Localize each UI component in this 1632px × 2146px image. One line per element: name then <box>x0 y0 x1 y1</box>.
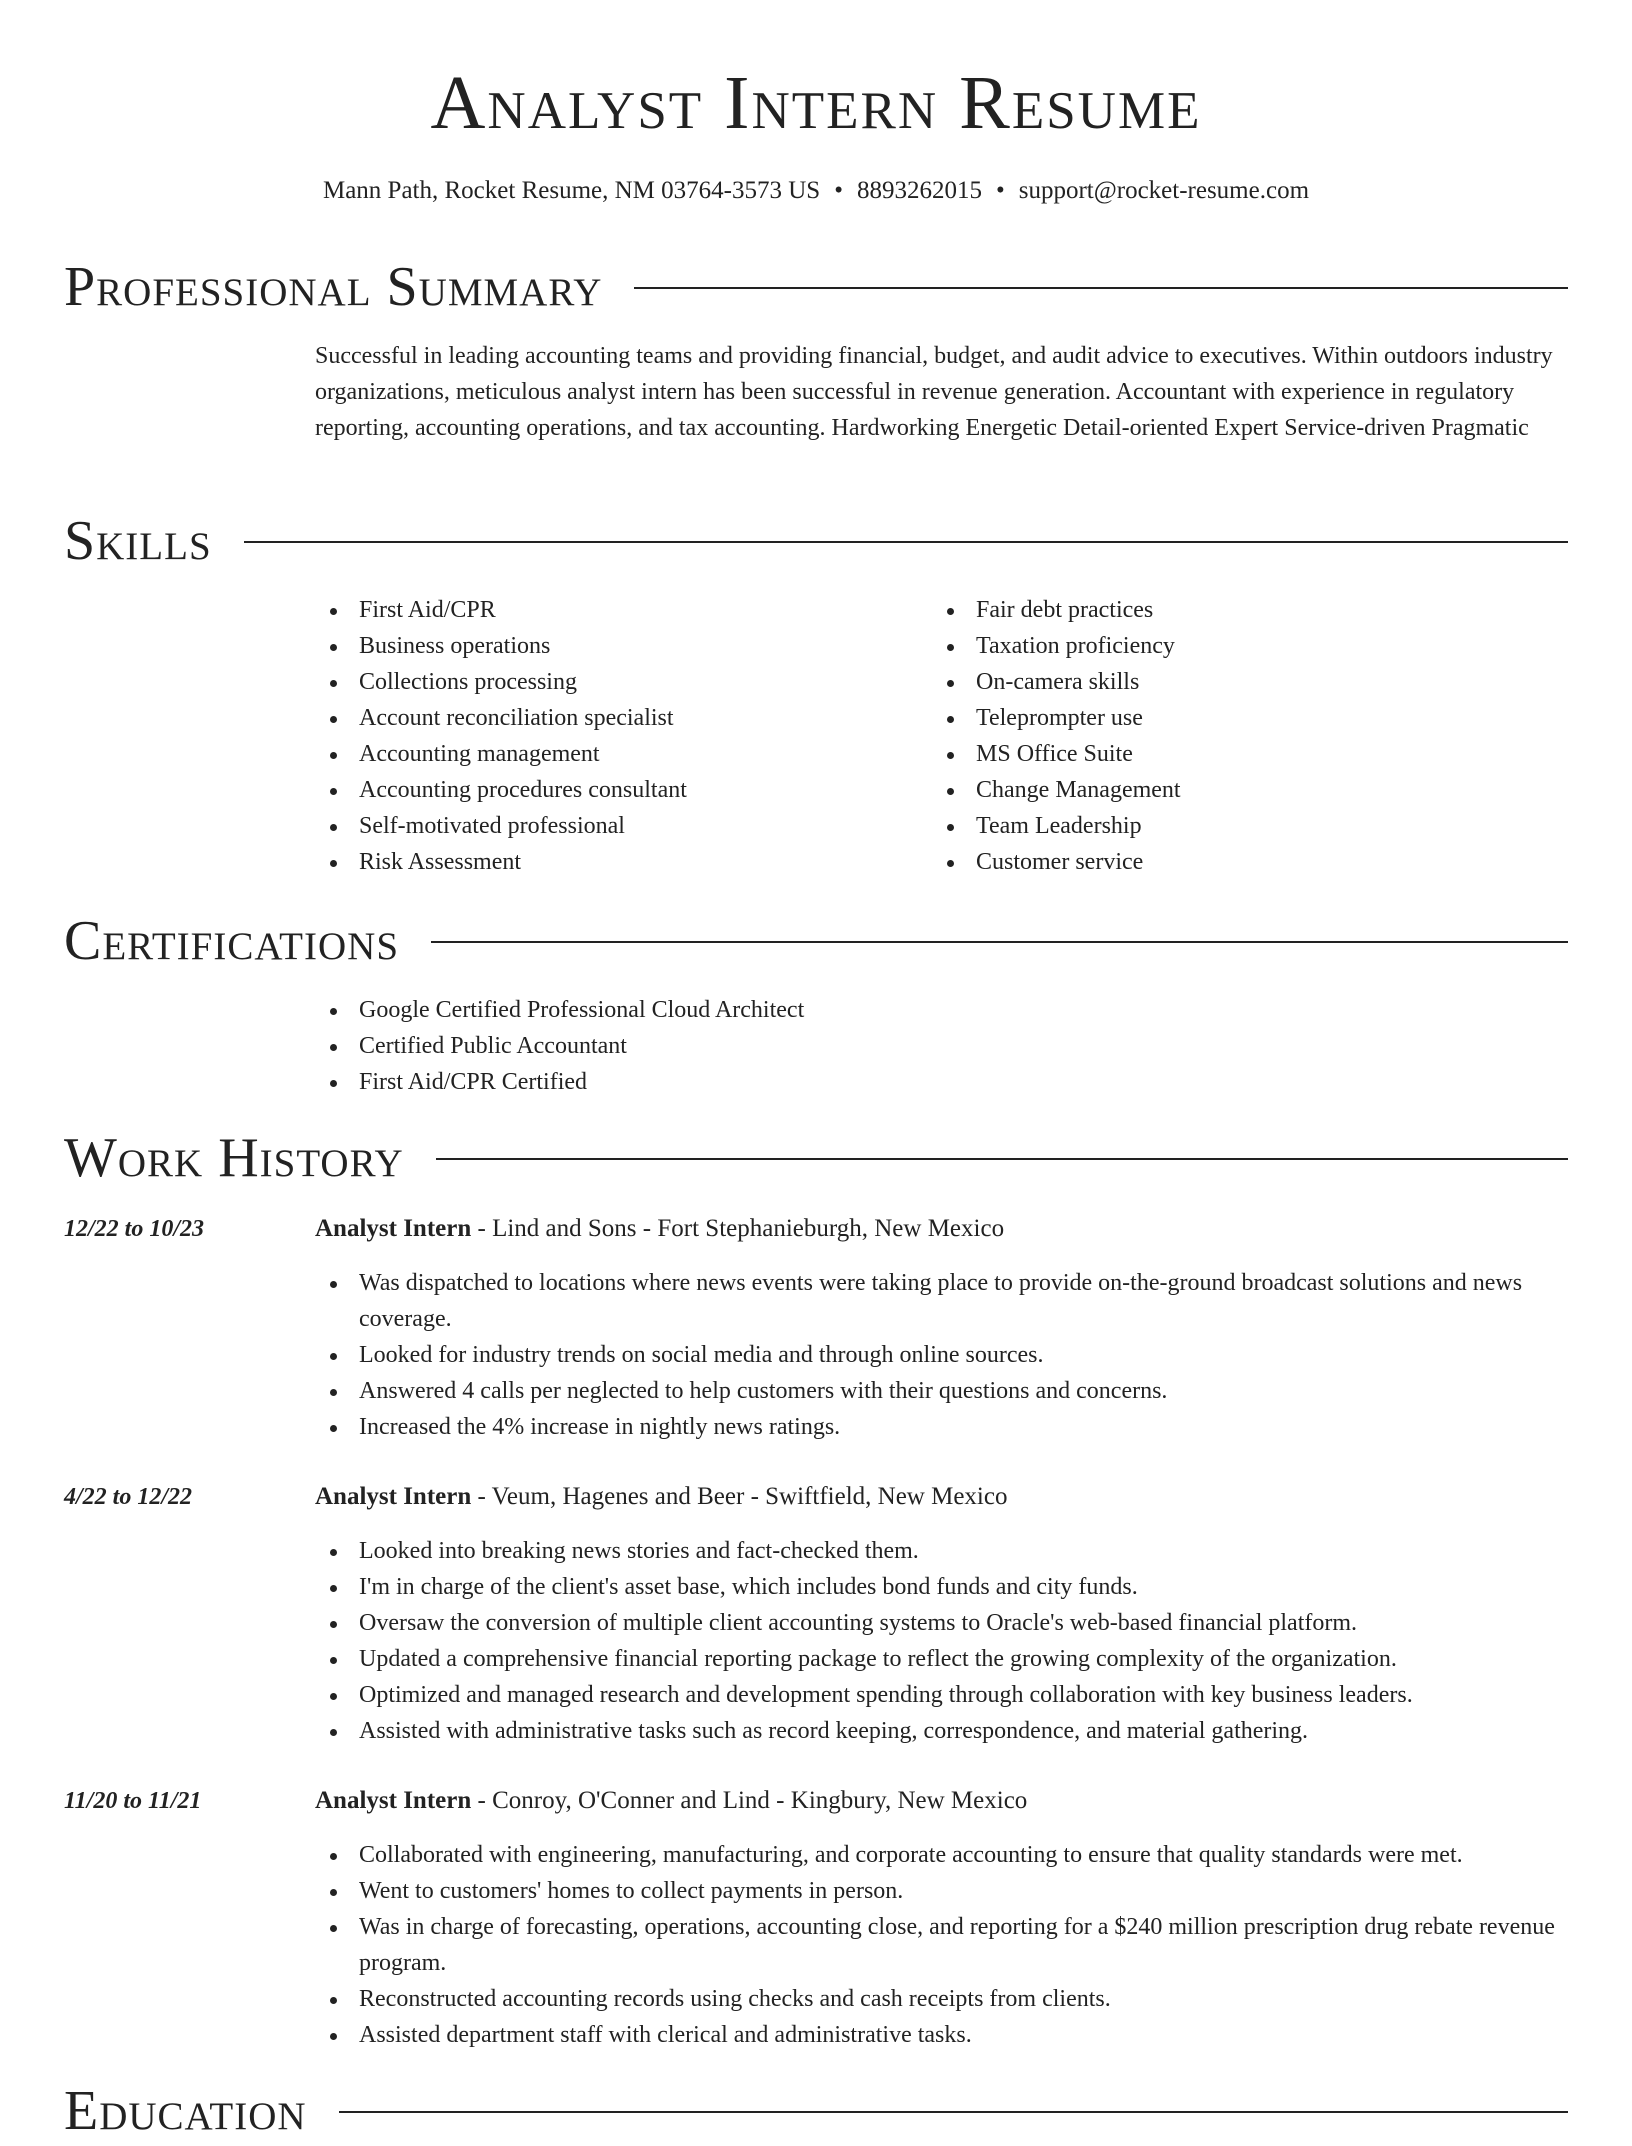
job-bullet: Was dispatched to locations where news events were taking place to provide on-the-ground broadcast solutions and news coverage. <box>315 1265 1568 1337</box>
job-dates: 4/22 to 12/22 <box>64 1484 193 1510</box>
skill-item: Customer service <box>932 844 1552 880</box>
skill-item: Business operations <box>315 628 915 664</box>
job-employer: - Conroy, O'Conner and Lind - Kingbury, New Mexico <box>471 1787 1028 1814</box>
skill-item: Accounting procedures consultant <box>315 772 915 808</box>
section-header-summary <box>64 252 1568 322</box>
section-header-education <box>64 2076 1568 2146</box>
section-header-certifications <box>64 906 1568 976</box>
job-bullets <box>315 1533 1568 1749</box>
contact-address: Mann Path, Rocket Resume, NM 03764-3573 US <box>322 177 821 204</box>
section-divider <box>339 2111 1568 2113</box>
section-divider <box>244 541 1568 543</box>
job-bullet: Went to customers' homes to collect payments in person. <box>315 1873 1568 1909</box>
certification-item: Google Certified Professional Cloud Architect <box>315 992 1515 1028</box>
contact-phone: 8893262015 <box>856 177 982 204</box>
certification-item: First Aid/CPR Certified <box>315 1064 1515 1100</box>
job-dates: 11/20 to 11/21 <box>64 1788 202 1814</box>
job-bullet: I'm in charge of the client's asset base, which includes bond funds and city funds. <box>315 1569 1568 1605</box>
job-bullet: Updated a comprehensive financial reporting package to reflect the growing complexity of the organization. <box>315 1641 1568 1677</box>
section-divider <box>436 1158 1568 1160</box>
job-bullet: Assisted with administrative tasks such as record keeping, correspondence, and material gathering. <box>315 1713 1568 1749</box>
job-employer: - Veum, Hagenes and Beer - Swiftfield, New Mexico <box>471 1483 1008 1510</box>
job-bullet: Looked into breaking news stories and fact-checked them. <box>315 1533 1568 1569</box>
job-bullet: Was in charge of forecasting, operations, accounting close, and reporting for a $240 million prescription drug rebate revenue program. <box>315 1909 1568 1981</box>
skill-item: Teleprompter use <box>932 700 1552 736</box>
skills-column-right <box>932 592 1552 880</box>
section-title-education: Education <box>64 2080 307 2142</box>
skills-list-left <box>315 592 915 880</box>
job-heading <box>315 1783 1568 1819</box>
certifications-list <box>315 992 1515 1100</box>
skill-item: Self-motivated professional <box>315 808 915 844</box>
skill-item: Accounting management <box>315 736 915 772</box>
section-title-work-history: Work History <box>64 1127 404 1189</box>
skills-list-right <box>932 592 1552 880</box>
job-heading <box>315 1211 1568 1247</box>
summary-text: Successful in leading accounting teams and providing financial, budget, and audit advice to executives. Within outdoors industry organizations, meticulous analyst intern has been successful in revenue generation. Accountant with experience in regulatory reporting, accounting operations, and tax accounting. Hardworking Energetic Detail-oriented Expert Service-driven Pragmatic <box>315 343 1553 441</box>
section-title-summary: Professional Summary <box>64 256 603 318</box>
job-bullet: Answered 4 calls per neglected to help customers with their questions and concerns. <box>315 1373 1568 1409</box>
skill-item: Account reconciliation specialist <box>315 700 915 736</box>
skill-item: Team Leadership <box>932 808 1552 844</box>
section-title-skills: Skills <box>64 510 212 572</box>
contact-separator: • <box>995 177 1005 204</box>
job-bullets <box>315 1837 1568 2053</box>
job-dates: 12/22 to 10/23 <box>64 1216 205 1242</box>
job-bullet: Increased the 4% increase in nightly news ratings. <box>315 1409 1568 1445</box>
job-role: Analyst Intern <box>315 1483 472 1510</box>
contact-email: support@rocket-resume.com <box>1018 177 1310 204</box>
skills-column-left <box>315 592 915 880</box>
certification-item: Certified Public Accountant <box>315 1028 1515 1064</box>
section-title-certifications: Certifications <box>64 910 400 972</box>
section-header-work-history <box>64 1123 1568 1193</box>
skill-item: Risk Assessment <box>315 844 915 880</box>
job-heading <box>315 1479 1568 1515</box>
section-divider <box>431 941 1568 943</box>
job-bullet: Oversaw the conversion of multiple client accounting systems to Oracle's web-based financial platform. <box>315 1605 1568 1641</box>
section-divider <box>634 287 1568 289</box>
job-bullets <box>315 1265 1568 1445</box>
job-bullet: Optimized and managed research and development spending through collaboration with key business leaders. <box>315 1677 1568 1713</box>
certifications-block <box>315 992 1515 1100</box>
job-bullet: Assisted department staff with clerical and administrative tasks. <box>315 2017 1568 2053</box>
skill-item: Taxation proficiency <box>932 628 1552 664</box>
skill-item: MS Office Suite <box>932 736 1552 772</box>
skill-item: Fair debt practices <box>932 592 1552 628</box>
job-employer: - Lind and Sons - Fort Stephanieburgh, New Mexico <box>471 1215 1005 1242</box>
contact-line <box>0 175 1632 207</box>
job-bullet: Collaborated with engineering, manufacturing, and corporate accounting to ensure that quality standards were met. <box>315 1837 1568 1873</box>
job-bullet: Looked for industry trends on social media and through online sources. <box>315 1337 1568 1373</box>
job-role: Analyst Intern <box>315 1215 472 1242</box>
section-header-skills <box>64 506 1568 576</box>
resume-title: Analyst Intern Resume <box>430 61 1202 145</box>
job-bullet: Reconstructed accounting records using checks and cash receipts from clients. <box>315 1981 1568 2017</box>
contact-separator: • <box>834 177 843 204</box>
skill-item: First Aid/CPR <box>315 592 915 628</box>
skill-item: Change Management <box>932 772 1552 808</box>
skill-item: On-camera skills <box>932 664 1552 700</box>
skill-item: Collections processing <box>315 664 915 700</box>
job-role: Analyst Intern <box>315 1787 472 1814</box>
